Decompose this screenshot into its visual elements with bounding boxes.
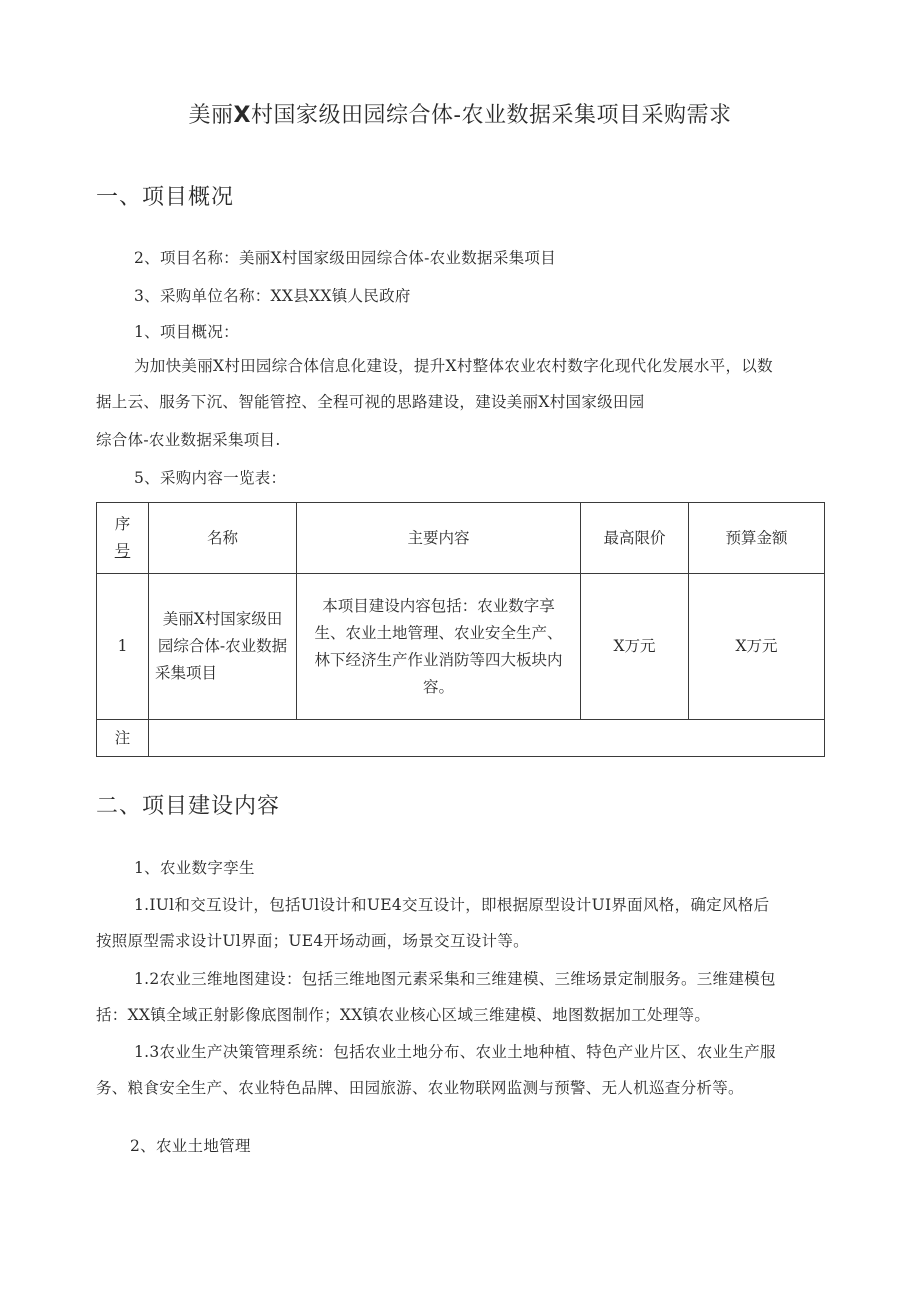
table-header-row — [97, 503, 825, 574]
title-suffix: 村国家级田园综合体-农业数据采集项目采购需求 — [251, 103, 732, 128]
section1-heading: 一、项目概况 — [96, 185, 235, 210]
header-budget: 预算金额 — [689, 503, 825, 574]
cell-content-line3: 林下经济生产作业消防等四大板块内 — [314, 650, 563, 669]
section2-heading: 二、项目建设内容 — [96, 794, 281, 819]
project-name-line: 2、项目名称：美丽X村国家级田园综合体-农业数据采集项目 — [134, 249, 557, 267]
note-label: 注 — [97, 720, 149, 757]
cell-content-line1: 本项目建设内容包括：农业数字享 — [322, 596, 555, 615]
cell-name — [149, 574, 297, 720]
header-seq-bottom: 号 — [114, 542, 131, 560]
title-prefix: 美丽 — [188, 103, 234, 128]
header-name: 名称 — [149, 503, 297, 574]
overview-para-line1: 为加快美丽X村田园综合体信息化建设，提升X村整体农业农村数字化现代化发展水平，以数 — [134, 357, 773, 375]
overview-para-line2: 据上云、服务下沉、智能管控、全程可视的思路建设，建设美丽X村国家级田园 — [96, 393, 645, 411]
document-title — [0, 98, 920, 129]
para-1-3-line1: 1.3农业生产决策管理系统：包括农业土地分布、农业土地种植、特色产业片区、农业生产服 — [134, 1043, 776, 1061]
table-row — [97, 574, 825, 720]
para-1-3-line2: 务、粮食安全生产、农业特色品牌、田园旅游、农业物联网监测与预警、无人机巡查分析等。 — [96, 1079, 744, 1097]
subsection-2-title: 2、农业土地管理 — [130, 1137, 251, 1155]
para-1-2-line1: 1.2农业三维地图建设：包括三维地图元素采集和三维建模、三维场景定制服务。三维建模包 — [134, 970, 776, 988]
title-x: X — [233, 103, 252, 128]
procurement-table — [96, 502, 825, 757]
overview-para-line3: 综合体-农业数据采集项目. — [96, 431, 281, 449]
cell-content — [297, 574, 581, 720]
header-seq-top: 序 — [114, 515, 131, 533]
cell-content-line2: 生、农业土地管理、农业安全生产、 — [314, 623, 563, 642]
subsection-1-title: 1、农业数字孪生 — [134, 859, 255, 877]
para-1-1-line2: 按照原型需求设计Ul界面；UE4开场动画，场景交互设计等。 — [96, 932, 529, 950]
cell-name-line3: 采集项目 — [155, 664, 218, 682]
cell-name-line1: 美丽X村国家级田 — [162, 610, 283, 628]
cell-name-line2: 园综合体-农业数据 — [157, 637, 288, 655]
cell-budget: X万元 — [689, 574, 825, 720]
purchaser-line: 3、采购单位名称：XX县XX镇人民政府 — [134, 287, 411, 305]
cell-content-line4: 容。 — [422, 677, 454, 696]
table-note-row — [97, 720, 825, 757]
para-1-2-line2: 括：XX镇全域正射影像底图制作；XX镇农业核心区域三维建模、地图数据加工处理等。 — [96, 1006, 711, 1024]
header-seq — [97, 503, 149, 574]
cell-seq: 1 — [97, 574, 149, 720]
note-content — [149, 720, 825, 757]
cell-max-price: X万元 — [581, 574, 689, 720]
procurement-list-title: 5、采购内容一览表： — [134, 469, 287, 487]
para-1-1-line1: 1.IUl和交互设计，包括Ul设计和UE4交互设计，即根据原型设计UI界面风格，确定风格后 — [134, 896, 770, 914]
overview-label: 1、项目概况： — [134, 323, 239, 341]
header-content: 主要内容 — [297, 503, 581, 574]
header-max-price: 最高限价 — [581, 503, 689, 574]
